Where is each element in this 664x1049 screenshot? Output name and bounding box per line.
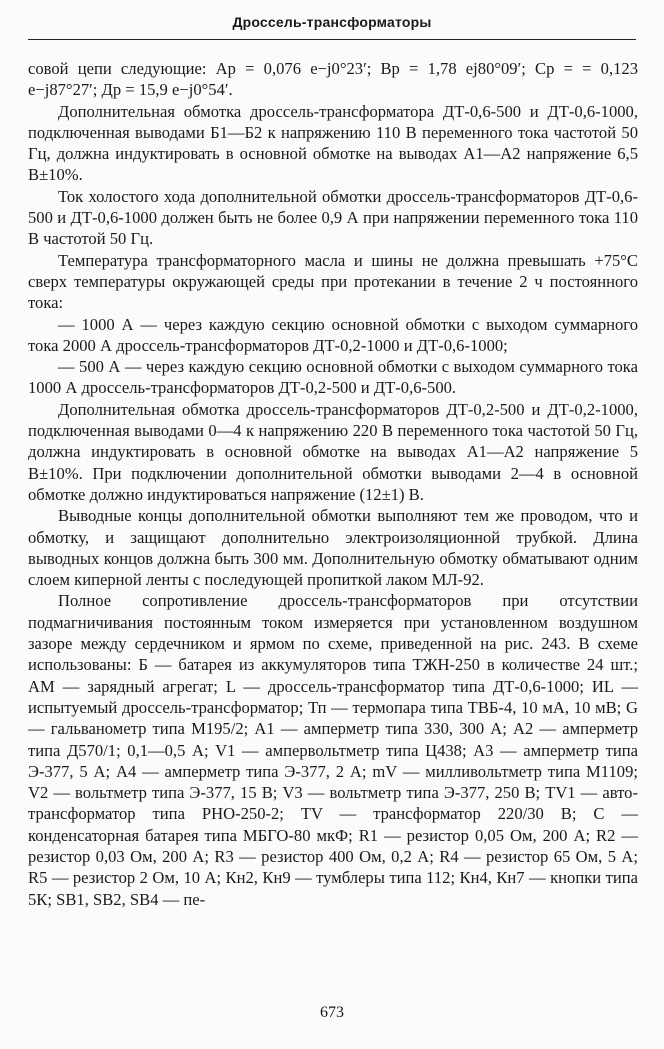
list-item-1000a: — 1000 А — через каждую секцию основной обмотки с выходом суммарного тока 2000 А дроссель-трансформаторов ДТ-0,2-1000 и ДТ-0,6-1000; xyxy=(28,314,638,355)
list-item-500a: — 500 А — через каждую секцию основной обмотки с выходом суммарного тока 1000 А дроссель-трансформаторов ДТ-0,2-500 и ДТ-0,6-500. xyxy=(28,357,638,398)
page-number: 673 xyxy=(320,1004,344,1021)
paragraph-no-load-current: Ток холостого хода дополнительной обмотки дроссель-трансформаторов ДТ-0,6-500 и ДТ-0,6-1000 должен быть не более 0,9 А при напряжении переменного тока 110 В частотой 50 Гц. xyxy=(28,186,638,249)
header-rule xyxy=(28,39,636,40)
body-text xyxy=(28,58,638,910)
paragraph-temperature: Температура трансформаторного масла и шины не должна превышать +75°С сверх температуры окружающей среды при протекании в течение 2 ч постоянного тока: xyxy=(28,250,638,313)
running-title: Дроссель-трансформаторы xyxy=(232,14,432,30)
paragraph-dt02-winding: Дополнительная обмотка дроссель-трансформаторов ДТ-0,2-500 и ДТ-0,2-1000, подключенная выводами 0—4 к напряжению 220 В переменного тока частотой 50 Гц, должна индуктировать в основной обмотке на выводах А1—А2 напряжение 5 В±10%. При подключении дополнительной обмотки выводами 2—4 в основной обмотке должно индуктироваться напряжение (12±1) В. xyxy=(28,399,638,504)
paragraph-additional-winding: Дополнительная обмотка дроссель-трансформатора ДТ-0,6-500 и ДТ-0,6-1000, подключенная выводами Б1—Б2 к напряжению 110 В переменного тока частотой 50 Гц, должна индуктировать в основной обмотке на выводах А1—А2 напряжение 6,5 В±10%. xyxy=(28,101,638,185)
paragraph-lead-ends: Выводные концы дополнительной обмотки выполняют тем же проводом, что и обмотку, и защищают дополнительно электроизоляционной трубкой. Длина выводных концов должна быть 300 мм. Дополнительную обмотку обматывают одним слоем киперной ленты с последующей пропиткой лаком МЛ-92. xyxy=(28,506,638,590)
paragraph-impedance-scheme: Полное сопротивление дроссель-трансформаторов при отсутствии подмагничивания постоянным током измеряется при установленном воздушном зазоре между сердечником и ярмом по схеме, приведенной на рис. 243. В схеме использованы: Б — батарея из аккумуляторов типа ТЖН-250 в количестве 24 шт.; АМ — зарядный агрегат; L — дроссель-трансформатор типа ДТ-0,6-1000; ИL — испытуемый дроссель-трансформатор; Тп — термопара типа ТВБ-4, 10 мА, 10 мВ; G — гальванометр типа М195/2; А1 — амперметр типа 330, 300 А; А2 — амперметр типа Д570/1; 0,1—0,5 А; V1 — ампервольтметр типа Ц438; А3 — амперметр типа Э-377, 5 А; А4 — амперметр типа Э-377, 2 А; mV — милливольтметр типа М1109; V2 — вольтметр типа Э-377, 15 В; V3 — вольтметр типа Э-377, 250 В; TV1 — автотрансформатор типа РНО-250-2; TV — трансформатор 220/30 В; С — конденсаторная батарея типа МБГО-80 мкФ; R1 — резистор 0,05 Ом, 200 А; R2 — резистор 0,03 Ом, 200 А; R3 — резистор 400 Ом, 0,2 А; R4 — резистор 65 Ом, 5 А; R5 — резистор 2 Ом, 10 А; Кн2, Кн9 — тумблеры типа 112; Кн4, Кн7 — кнопки типа 5К; SB1, SB2, SB4 — пе- xyxy=(28,591,638,909)
paragraph-params: совой цепи следующие: Aр = 0,076 e−j0°23′; Bр = 1,78 ej80°09′; Cр = = 0,123 e−j87°27′; Др = 15,9 e−j0°54′. xyxy=(28,59,638,100)
